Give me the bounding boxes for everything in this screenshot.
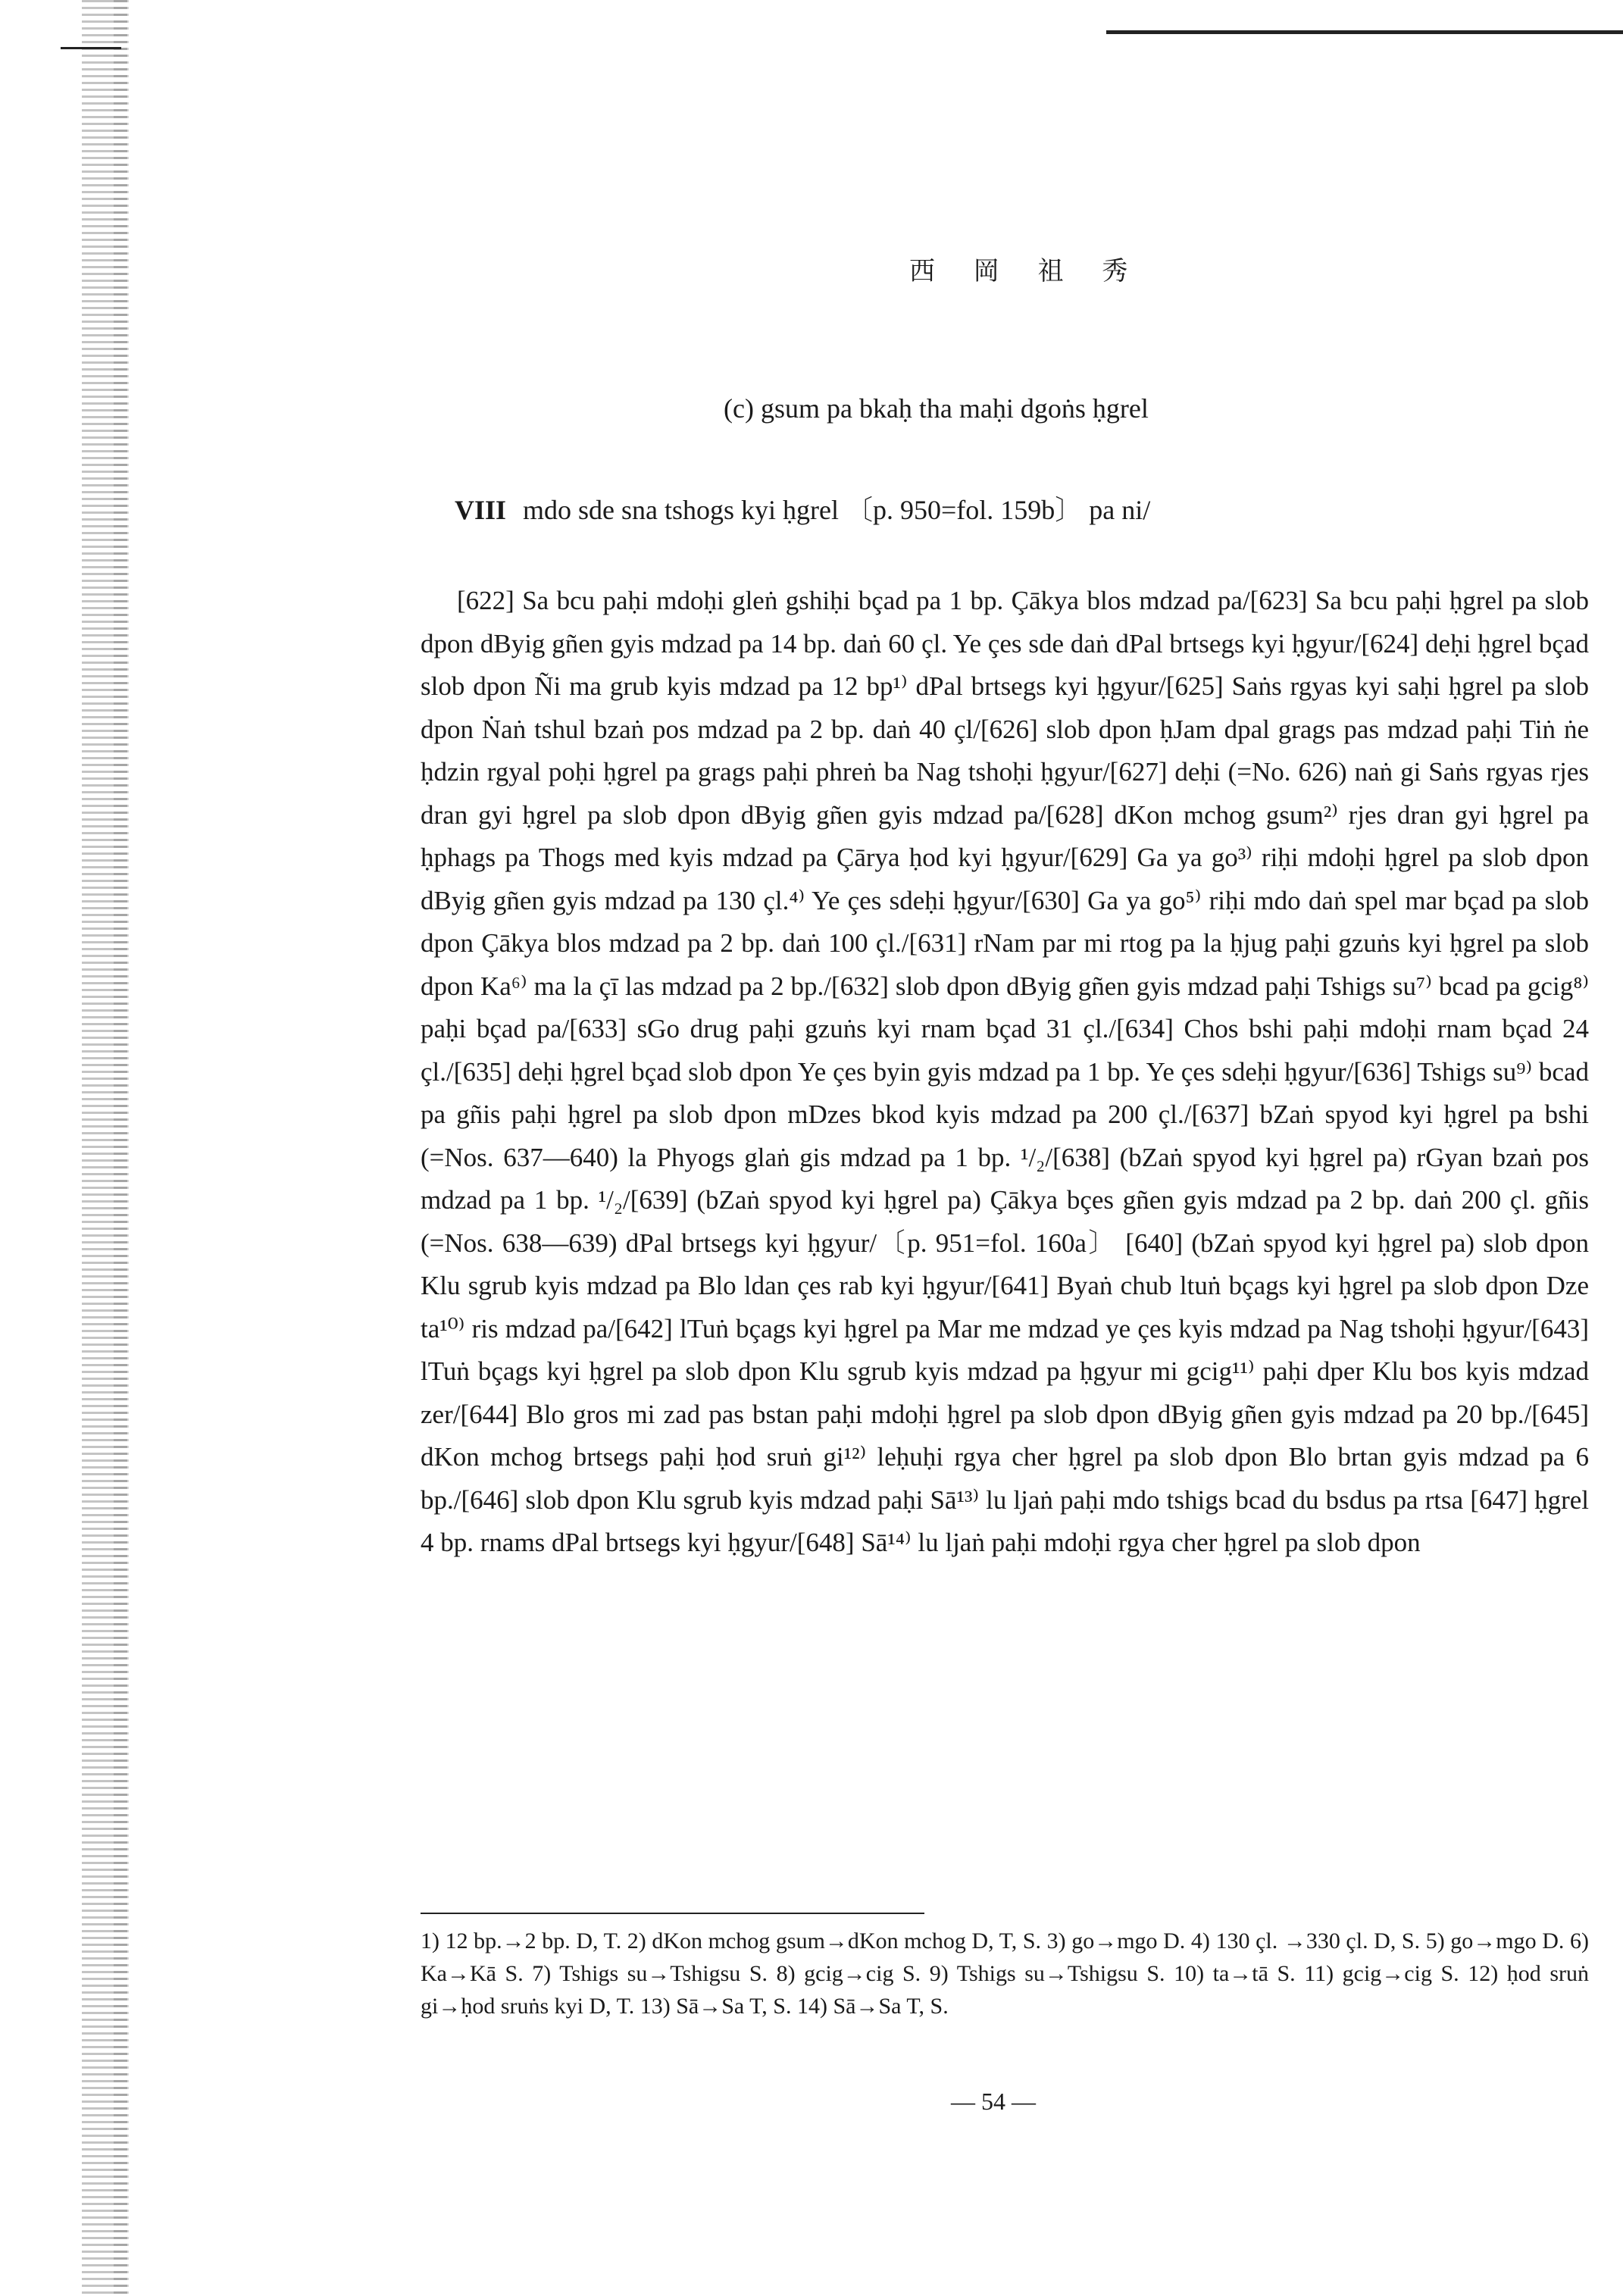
top-right-rule	[1106, 30, 1623, 34]
chapter-text: mdo sde sna tshogs kyi ḥgrel 〔p. 950=fol. 159b〕 pa ni/	[523, 495, 1151, 525]
scan-binding-edge-inner	[114, 0, 129, 2296]
chapter-heading	[455, 489, 1150, 527]
footnote-divider	[421, 1913, 924, 1914]
author-name: 西 岡 祖 秀	[909, 256, 1143, 286]
chapter-number: VIII	[455, 495, 507, 525]
footnotes: 1) 12 bp.→2 bp. D, T. 2) dKon mchog gsum→dKon mchog D, T, S. 3) go→mgo D. 4) 130 çl. →330 çl. D, S. 5) go→mgo D. 6) Ka→Kā S. 7) Tshigs su→Tshigsu S. 8) gcig→cig S. 9) Tshigs su→Tshigsu S. 10) ta→tā S. 11) gcig→cig S. 12) ḥod sruṅ gi→ḥod sruṅs kyi D, T. 13) Sā→Sa T, S. 14) Sā→Sa T, S.	[421, 1928, 1589, 2019]
body-paragraph: [622] Sa bcu paḥi mdoḥi gleṅ gshiḥi bçad pa 1 bp. Çākya blos mdzad pa/[623] Sa bcu paḥi ḥgrel pa slob dpon dByig gñen gyis mdzad pa 14 bp. daṅ 60 çl. Ye çes sde daṅ dPal brtsegs kyi ḥgyur/[624] deḥi ḥgrel bçad slob dpon Ñi ma grub kyis mdzad pa 12 bp¹⁾ dPal brtsegs kyi ḥgyur/[625] Saṅs rgyas kyi saḥi ḥgrel pa slob dpon Ṅaṅ tshul bzaṅ pos mdzad pa 2 bp. daṅ 40 çl/[626] slob dpon ḥJam dpal grags pas mdzad paḥi Tiṅ ṅe ḥdzin rgyal poḥi ḥgrel pa grags paḥi phreṅ ba Nag tshoḥi ḥgyur/[627] deḥi (=No. 626) naṅ gi Saṅs rgyas rjes dran gyi ḥgrel pa slob dpon dByig gñen gyis mdzad pa/[628] dKon mchog gsum²⁾ rjes dran gyi ḥgrel pa ḥphags pa Thogs med kyis mdzad pa Çārya ḥod kyi ḥgyur/[629] Ga ya go³⁾ riḥi mdoḥi ḥgrel pa slob dpon dByig gñen gyis mdzad pa 130 çl.⁴⁾ Ye çes sdeḥi ḥgyur/[630] Ga ya go⁵⁾ riḥi mdo daṅ spel mar bçad pa slob dpon Çākya blos mdzad pa 2 bp. daṅ 100 çl./[631] rNam par mi rtog pa la ḥjug paḥi gzuṅs kyi ḥgrel pa slob dpon Ka⁶⁾ ma la çī las mdzad pa 2 bp./[632] slob dpon dByig gñen gyis mdzad paḥi Tshigs su⁷⁾ bcad pa gcig⁸⁾ paḥi bçad pa/[633] sGo drug paḥi gzuṅs kyi rnam bçad 31 çl./[634] Chos bshi paḥi mdoḥi rnam bçad 24 çl./[635] deḥi ḥgrel bçad slob dpon Ye çes byin gyis mdzad pa 1 bp. Ye çes sdeḥi ḥgyur/[636] Tshigs su⁹⁾ bcad pa gñis paḥi ḥgrel pa slob dpon mDzes bkod kyis mdzad pa 200 çl./[637] bZaṅ spyod kyi ḥgrel pa bshi (=Nos. 637—640) la Phyogs glaṅ gis mdzad pa 1 bp. ¹/₂/[638] (bZaṅ spyod kyi ḥgrel pa) rGyan bzaṅ pos mdzad pa 1 bp. ¹/₂/[639] (bZaṅ spyod kyi ḥgrel pa) Çākya bçes gñen gyis mdzad pa 2 bp. daṅ 200 çl. gñis (=Nos. 638—639) dPal brtsegs kyi ḥgyur/〔p. 951=fol. 160a〕 [640] (bZaṅ spyod kyi ḥgrel pa) slob dpon Klu sgrub kyis mdzad pa Blo ldan çes rab kyi ḥgyur/[641] Byaṅ chub ltuṅ bçags kyi ḥgrel pa slob dpon Dze ta¹⁰⁾ ris mdzad pa/[642] lTuṅ bçags kyi ḥgrel pa Mar me mdzad ye çes kyis mdzad pa Nag tshoḥi ḥgyur/[643] lTuṅ bçags kyi ḥgrel pa slob dpon Klu sgrub kyis mdzad pa ḥgyur mi gcig¹¹⁾ paḥi dper Klu bos kyis mdzad zer/[644] Blo gros mi zad pas bstan paḥi mdoḥi ḥgrel pa slob dpon dByig gñen gyis mdzad pa 20 bp./[645] dKon mchog brtsegs paḥi ḥod sruṅ gi¹²⁾ leḥuḥi rgya cher ḥgrel pa slob dpon Blo brtan gyis mdzad pa 6 bp./[646] slob dpon Klu sgrub kyis mdzad paḥi Sā¹³⁾ lu ljaṅ paḥi mdo tshigs bcad du bsdus pa rtsa [647] ḥgrel 4 bp. rnams dPal brtsegs kyi ḥgyur/[648] Sā¹⁴⁾ lu ljaṅ paḥi mdoḥi rgya cher ḥgrel pa slob dpon	[421, 586, 1589, 1557]
top-left-rule	[61, 47, 121, 49]
section-title: (c) gsum pa bkaḥ tha maḥi dgoṅs ḥgrel	[724, 393, 1149, 424]
page-number: — 54 —	[951, 2088, 1036, 2115]
